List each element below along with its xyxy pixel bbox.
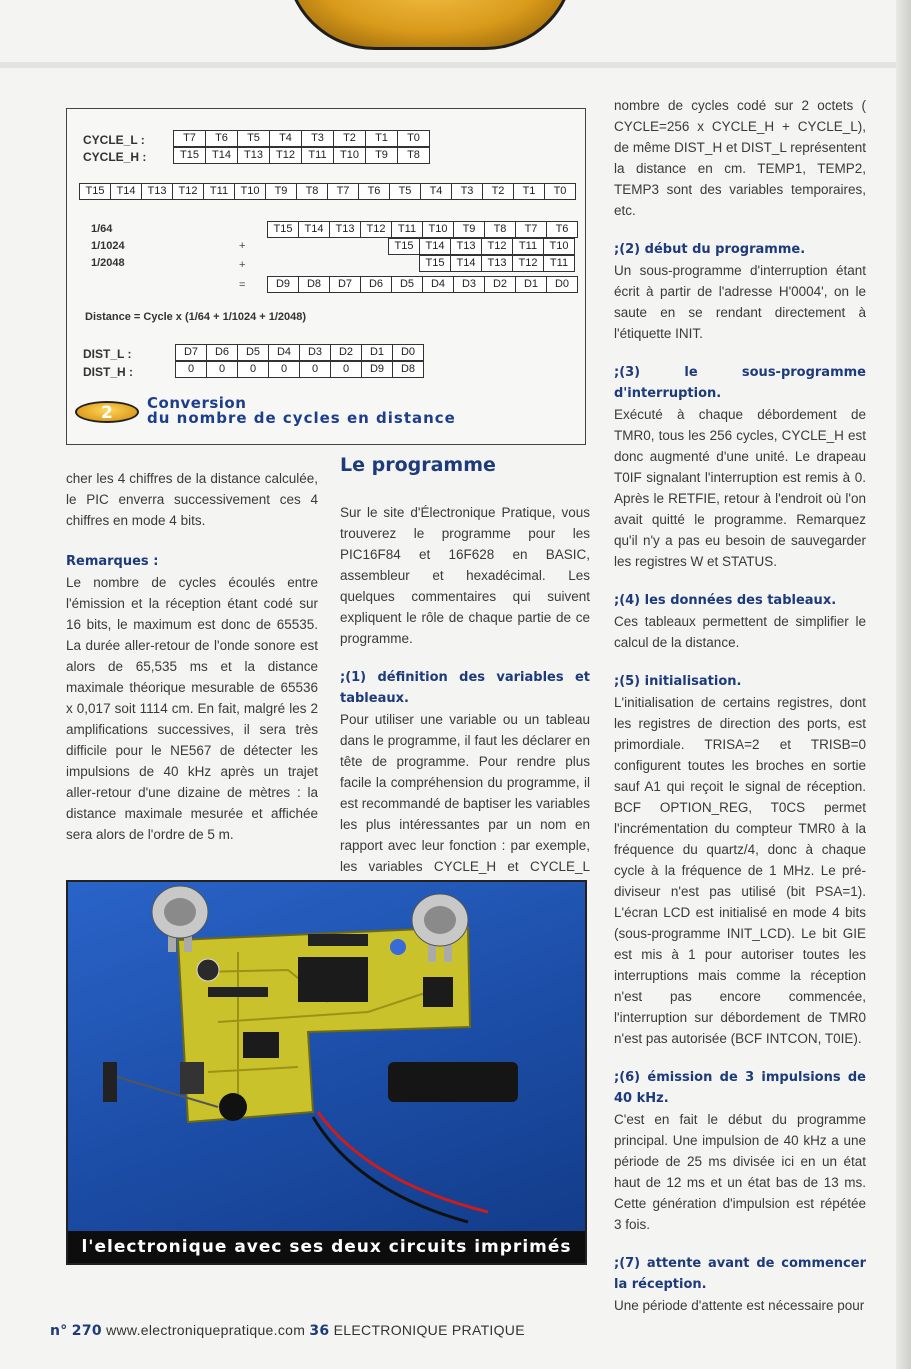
register-cell: T8 [398, 148, 430, 163]
subsection-7-heading: ;(7) attente avant de commencer la réception. [614, 1256, 866, 1292]
fraction-1024-label: 1/1024 [91, 240, 125, 252]
register-cell: D5 [238, 345, 269, 360]
register-cell: T14 [299, 222, 330, 237]
register-cell: T0 [545, 184, 576, 199]
register-cell: T11 [204, 184, 235, 199]
register-cell: T5 [390, 184, 421, 199]
register-cell: 0 [238, 362, 269, 377]
register-cell: D8 [299, 277, 330, 292]
register-cell: T9 [366, 148, 398, 163]
register-cell: T12 [270, 148, 302, 163]
subsection-3-heading: ;(3) le sous-programme d'interruption. [614, 365, 866, 401]
register-cell: 0 [176, 362, 207, 377]
register-cell: T7 [328, 184, 359, 199]
register-cell: T8 [297, 184, 328, 199]
page-footer [50, 1322, 525, 1339]
page-edge [896, 0, 911, 1369]
register-cell: T8 [485, 222, 516, 237]
cycle-h-label: CYCLE_H : [83, 150, 147, 164]
register-cell: D1 [362, 345, 393, 360]
register-cell: D4 [423, 277, 454, 292]
figure-caption-line1: Conversion [147, 394, 247, 412]
register-cell: T3 [452, 184, 483, 199]
cycle-l-register [173, 130, 430, 147]
col3-intro: nombre de cycles codé sur 2 octets ( CYCLE=256 x CYCLE_H + CYCLE_L), de même DIST_H et DIST_L représentent la distance en cm. TEMP1, TEMP2, TEMP3 sont des variables temporaires, etc. [614, 98, 866, 218]
register-cell: D7 [176, 345, 207, 360]
register-cell: T12 [173, 184, 204, 199]
register-cell: T1 [514, 184, 545, 199]
register-cell: 0 [300, 362, 331, 377]
subsection-2-text: Un sous-programme d'interruption étant écrit à partir de l'adresse H'0004', on le saute en se rendant directement à l'étiquette INIT. [614, 263, 866, 341]
figure-caption-line2: du nombre de cycles en distance [147, 409, 456, 427]
register-cell: T7 [174, 131, 206, 146]
circuit-board-illustration [68, 882, 585, 1231]
register-cell: T3 [302, 131, 334, 146]
register-cell: T15 [389, 239, 420, 254]
register-cell: T10 [334, 148, 366, 163]
subsection-3-text: Exécuté à chaque débordement de TMR0, tous les 256 cycles, CYCLE_H est donc augmenté d'une unité. Le drapeau T0IF signalant l'interruption est remis à 0. Après le RETFIE, retour à l'endroit où l'on avait quitté le programme. Remarquez qu'il n'y a pas eu besoin de sauvegarder les registres W et STATUS. [614, 407, 866, 569]
register-cell: D0 [393, 345, 424, 360]
subsection-1-text: Pour utiliser une variable ou un tableau dans le programme, il faut les déclarer en tête de programme. Pour rendre plus facile la compréhension du programme, il est recommandé de baptiser les variables les plus intéressantes par un nom en rapport avec leur fonction : par exemple, les variables CYCLE_H et CYCLE_L [340, 712, 590, 874]
register-cell: T13 [482, 256, 513, 271]
register-cell: D3 [454, 277, 485, 292]
cycle-h-register [173, 147, 430, 164]
register-cell: T11 [392, 222, 423, 237]
header-tab-decoration [285, 0, 575, 50]
register-cell: D9 [362, 362, 393, 377]
register-cell: D2 [485, 277, 516, 292]
cycle-16bit-register [79, 183, 576, 200]
register-cell: T15 [268, 222, 299, 237]
register-cell: T0 [398, 131, 430, 146]
register-cell: T11 [544, 256, 575, 271]
website-link[interactable]: www.electroniquepratique.com [106, 1322, 306, 1338]
subsection-6-text: C'est en fait le début du programme principal. Une impulsion de 40 kHz a une période de 25 ms divisée ici en un état haut de 12 ms et un état bas de 13 ms. Cette génération d'impulsion est répétée 3 fois. [614, 1112, 866, 1232]
column-3 [614, 95, 866, 1316]
subsection-4-heading: ;(4) les données des tableaux. [614, 593, 837, 608]
issue-number: 270 [71, 1323, 102, 1339]
register-cell: T14 [206, 148, 238, 163]
register-cell: 0 [269, 362, 300, 377]
shift-1024-register [388, 238, 575, 255]
issue-prefix: n° [50, 1323, 68, 1339]
figure-number: 2 [101, 403, 113, 423]
register-cell: T15 [174, 148, 206, 163]
register-cell: T13 [330, 222, 361, 237]
register-cell: T6 [547, 222, 578, 237]
register-cell: T12 [513, 256, 544, 271]
cycle-l-label: CYCLE_L : [83, 133, 145, 147]
register-cell: T11 [513, 239, 544, 254]
register-cell: T4 [270, 131, 302, 146]
register-cell: D3 [300, 345, 331, 360]
plus-sign: + [239, 259, 246, 271]
fraction-64-label: 1/64 [91, 223, 113, 235]
figure-number-badge [75, 401, 139, 423]
register-cell: D7 [330, 277, 361, 292]
photo-caption: l'electronique avec ses deux circuits imprimés [68, 1231, 585, 1263]
register-cell: T6 [359, 184, 390, 199]
shift-64-register [267, 221, 578, 238]
fraction-2048-label: 1/2048 [91, 257, 125, 269]
register-cell: T12 [361, 222, 392, 237]
register-cell: T14 [451, 256, 482, 271]
register-cell: T1 [366, 131, 398, 146]
register-cell: T14 [420, 239, 451, 254]
col2-intro: Sur le site d'Électronique Pratique, vous trouverez le programme pour les PIC16F84 et 16F628 en BASIC, assembleur et hexadécimal. Les quelques commentaires qui suivent expliquent le rôle de chaque partie de ce programme. [340, 505, 590, 646]
result-register [267, 276, 578, 293]
register-cell: T14 [111, 184, 142, 199]
magazine-name: ELECTRONIQUE PRATIQUE [333, 1322, 525, 1338]
shift-2048-register [419, 255, 575, 272]
subsection-5-heading: ;(5) initialisation. [614, 674, 742, 689]
subsection-5-text: L'initialisation de certains registres, dont les registres de direction des ports, est primordiale. TRISA=2 et TRISB=0 configurent toutes les broches en sortie sauf A1 qui reçoit le signal de réception. BCF OPTION_REG, T0CS permet l'incrémentation du compteur TMR0 à la fréquence du quartz/4, donc à chaque cycle à la fréquence de 1 MHz. Le pré-diviseur n'est pas utilisé (bit PSA=1). L'écran LCD est initialisé en mode 4 bits (sous-programme INIT_LCD). Le bit GIE est mis à 1 pour autoriser toutes les interruptions mais comme la réception n'est pas encore commencée, l'interruption sur débordement de TMR0 n'est pas autorisée (BCF INTCON, T0IE). [614, 695, 866, 1046]
register-cell: D9 [268, 277, 299, 292]
remarques-heading: Remarques : [66, 554, 159, 569]
remarques-text: Le nombre de cycles écoulés entre l'émission et la réception étant codé sur 16 bits, le maximum est donc de 65535. La durée aller-retour de l'onde sonore est alors de 65,535 ms et la distance maximale théorique mesurable de 65536 x 0,017 soit 1114 cm. En fait, malgré les 2 amplifications successives, il sera très difficile pour le NE567 de détecter les impulsions de 40 kHz après un trajet aller-retour d'une dizaine de mètres : la distance maximale mesurée et affichée sera alors de l'ordre de 5 m. [66, 575, 318, 842]
dist-h-label: DIST_H : [83, 365, 134, 379]
register-cell: T5 [238, 131, 270, 146]
register-cell: T15 [420, 256, 451, 271]
conversion-diagram [66, 108, 586, 445]
register-cell: T11 [302, 148, 334, 163]
register-cell: D1 [516, 277, 547, 292]
equals-sign: = [239, 279, 246, 291]
circuit-photo [66, 880, 587, 1265]
page-number: 36 [309, 1323, 330, 1339]
subsection-6-heading: ;(6) émission de 3 impulsions de 40 kHz. [614, 1070, 866, 1106]
subsection-2-heading: ;(2) début du programme. [614, 242, 806, 257]
dist-h-register [175, 361, 424, 378]
register-cell: T10 [235, 184, 266, 199]
distance-formula: Distance = Cycle x (1/64 + 1/1024 + 1/2048) [85, 311, 307, 323]
register-cell: D5 [392, 277, 423, 292]
register-cell: 0 [207, 362, 238, 377]
register-cell: T13 [451, 239, 482, 254]
register-cell: D8 [393, 362, 424, 377]
register-cell: T9 [454, 222, 485, 237]
register-cell: 0 [331, 362, 362, 377]
section-title: Le programme [340, 454, 496, 476]
register-cell: D6 [361, 277, 392, 292]
column-1 [66, 468, 318, 845]
register-cell: T2 [334, 131, 366, 146]
register-cell: T4 [421, 184, 452, 199]
plus-sign: + [239, 240, 246, 252]
register-cell: T6 [206, 131, 238, 146]
header-rule [0, 62, 911, 68]
register-cell: D6 [207, 345, 238, 360]
col1-intro: cher les 4 chiffres de la distance calculée, le PIC enverra successivement ces 4 chiffres en mode 4 bits. [66, 471, 318, 528]
subsection-4-text: Ces tableaux permettent de simplifier le calcul de la distance. [614, 614, 866, 650]
register-cell: T2 [483, 184, 514, 199]
register-cell: T12 [482, 239, 513, 254]
register-cell: T7 [516, 222, 547, 237]
register-cell: T13 [238, 148, 270, 163]
register-cell: T13 [142, 184, 173, 199]
dist-l-label: DIST_L : [83, 347, 132, 361]
subsection-1-heading: ;(1) définition des variables et tableaux. [340, 670, 590, 706]
register-cell: T10 [544, 239, 575, 254]
register-cell: T15 [80, 184, 111, 199]
subsection-7-text: Une période d'attente est nécessaire pour [614, 1298, 865, 1313]
register-cell: T9 [266, 184, 297, 199]
column-2 [340, 455, 590, 898]
register-cell: D4 [269, 345, 300, 360]
register-cell: T10 [423, 222, 454, 237]
register-cell: D0 [547, 277, 578, 292]
dist-l-register [175, 344, 424, 361]
register-cell: D2 [331, 345, 362, 360]
